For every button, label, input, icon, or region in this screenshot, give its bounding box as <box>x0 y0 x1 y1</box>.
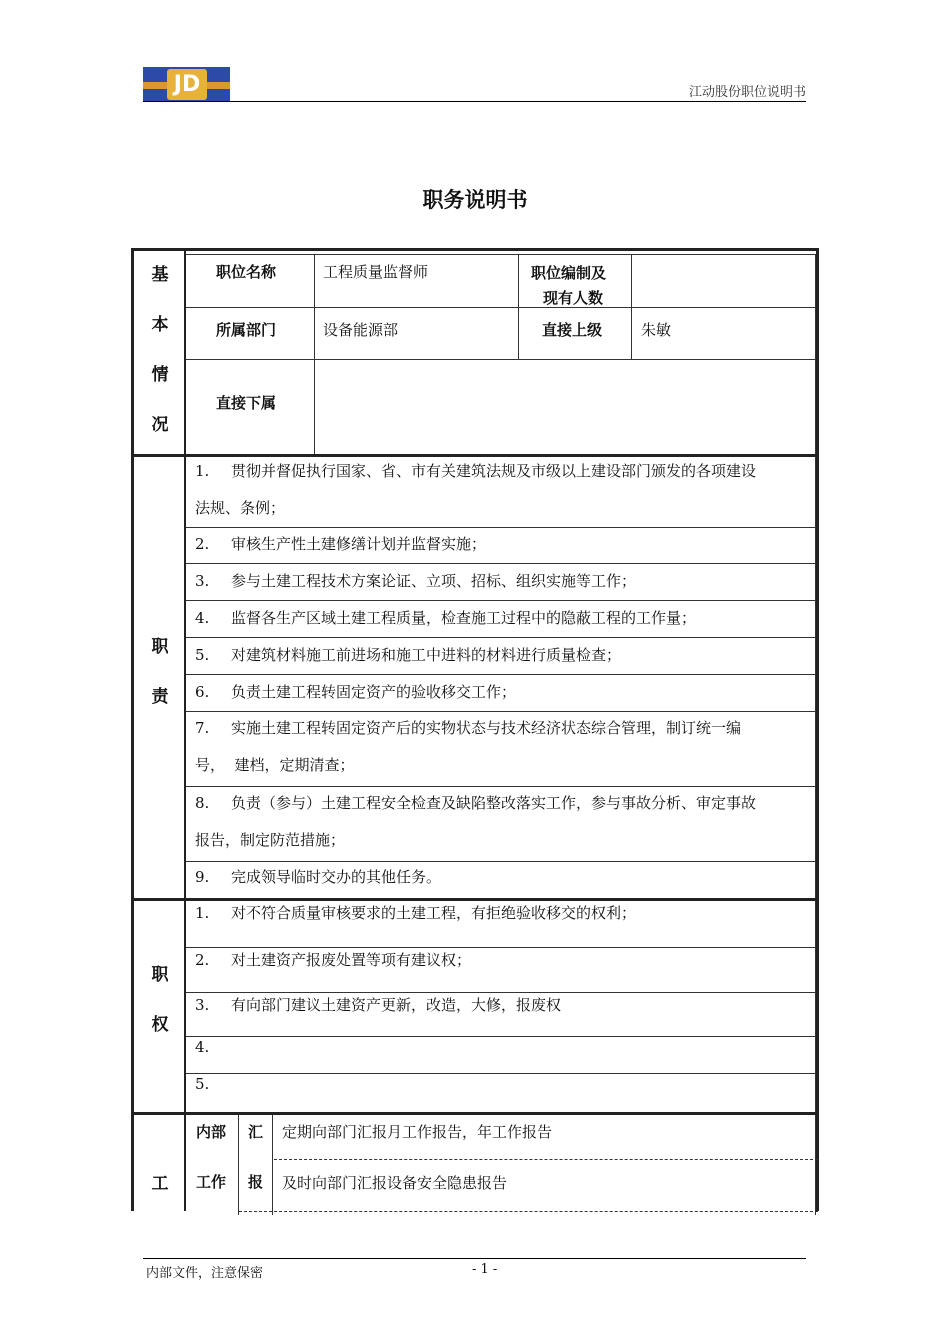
duty-num: 3. <box>195 572 210 590</box>
duty-item <box>195 674 516 711</box>
header-doc-label: 江动股份职位说明书 <box>688 85 806 100</box>
work-internal-label-line2: 工作 <box>196 1173 227 1191</box>
basic-row-divider-1 <box>186 307 816 308</box>
authority-num: 1. <box>195 904 210 922</box>
work-report-char: 汇 <box>248 1123 264 1141</box>
basic-right-border <box>815 254 816 454</box>
duty-item <box>195 710 741 747</box>
footer-rule <box>143 1258 806 1259</box>
duty-num: 9. <box>195 868 210 886</box>
authority-section-char: 权 <box>151 1015 169 1035</box>
duties-right-border <box>815 457 816 900</box>
headcount-label <box>531 261 606 311</box>
duty-text: 审核生产性土建修缮计划并监督实施； <box>231 535 487 553</box>
duties-section-char: 责 <box>151 687 169 707</box>
basic-col-divider-1 <box>314 254 315 454</box>
duty-item-continued <box>195 822 345 859</box>
basic-section-char: 况 <box>151 415 169 435</box>
department-label: 所属部门 <box>216 321 277 339</box>
duty-item <box>195 785 756 822</box>
authority-text: 有向部门建议土建资产更新，改造，大修，报废权 <box>231 996 562 1014</box>
duty-num: 8. <box>195 794 210 812</box>
duty-text: 号， 建档，定期清查； <box>195 756 355 774</box>
duty-num: 5. <box>195 646 210 664</box>
subordinate-label: 直接下属 <box>216 394 277 412</box>
superior-label: 直接上级 <box>542 321 603 339</box>
work-right-border <box>815 1115 816 1215</box>
authority-text: 对土建资产报废处置等项有建议权； <box>231 951 472 969</box>
authority-num: 4. <box>195 1038 210 1056</box>
page-title: 职务说明书 <box>422 188 528 212</box>
duty-num: 2. <box>195 535 210 553</box>
duty-text: 报告，制定防范措施； <box>195 831 346 849</box>
duty-item <box>195 637 621 674</box>
duty-num: 7. <box>195 719 210 737</box>
basic-top-inner <box>186 254 816 255</box>
headcount-label-line1: 职位编制及 <box>531 264 607 282</box>
authority-item <box>195 987 561 1024</box>
duty-item-continued <box>195 747 355 784</box>
duty-text: 参与土建工程技术方案论证、立项、招标、组织实施等工作； <box>231 572 637 590</box>
left-column-divider <box>184 251 186 1211</box>
duty-text: 负责（参与）土建工程安全检查及缺陷整改落实工作，参与事故分析、审定事故 <box>231 794 757 812</box>
authority-num: 2. <box>195 951 210 969</box>
authority-num: 5. <box>195 1075 210 1093</box>
duty-item <box>195 600 696 637</box>
authority-section-char: 职 <box>151 965 169 985</box>
duty-text: 负责土建工程转固定资产的验收移交工作； <box>231 683 517 701</box>
authority-num: 3. <box>195 996 210 1014</box>
work-internal-label-line1: 内部 <box>196 1123 227 1141</box>
duty-num: 4. <box>195 609 210 627</box>
headcount-label-line2: 现有人数 <box>543 289 604 307</box>
work-dashed-divider <box>239 1211 818 1212</box>
superior-value: 朱敏 <box>641 321 672 339</box>
authority-item <box>195 1029 231 1066</box>
work-report-entry: 及时向部门汇报设备安全隐患报告 <box>282 1174 508 1192</box>
authority-right-border <box>815 901 816 1113</box>
duty-num: 1. <box>195 462 210 480</box>
work-col-divider-1 <box>238 1115 239 1215</box>
position-name-value: 工程质量监督师 <box>323 263 429 281</box>
work-report-char: 报 <box>248 1173 264 1191</box>
duty-item <box>195 453 756 490</box>
work-top-border <box>134 1112 816 1115</box>
footer-confidential: 内部文件，注意保密 <box>146 1266 264 1281</box>
duty-text: 法规、条例； <box>195 499 286 517</box>
work-report-entry: 定期向部门汇报月工作报告，年工作报告 <box>282 1123 553 1141</box>
position-name-label: 职位名称 <box>216 263 277 281</box>
work-col-divider-2 <box>272 1115 273 1215</box>
basic-section-char: 基 <box>151 265 169 285</box>
duty-item <box>195 859 441 896</box>
department-value: 设备能源部 <box>323 321 399 339</box>
page-number: - 1 - <box>472 1262 498 1277</box>
duty-item <box>195 563 636 600</box>
duty-text: 对建筑材料施工前进场和施工中进料的材料进行质量检查； <box>231 646 622 664</box>
work-section-char: 工 <box>151 1174 169 1194</box>
duty-text: 监督各生产区域土建工程质量，检查施工过程中的隐蔽工程的工作量； <box>231 609 697 627</box>
authority-item <box>195 895 636 932</box>
work-dashed-divider <box>274 1159 818 1160</box>
logo-mark: JD <box>167 69 207 100</box>
authority-text: 对不符合质量审核要求的土建工程，有拒绝验收移交的权利； <box>231 904 637 922</box>
duty-text: 实施土建工程转固定资产后的实物状态与技术经济状态综合管理，制订统一编 <box>231 719 742 737</box>
duty-text: 完成领导临时交办的其他任务。 <box>231 868 442 886</box>
authority-item <box>195 1066 231 1103</box>
duty-num: 6. <box>195 683 210 701</box>
authority-item <box>195 942 471 979</box>
basic-section-char: 情 <box>151 365 169 385</box>
authority-divider <box>186 1036 816 1037</box>
duty-item <box>195 526 486 563</box>
basic-section-char: 本 <box>151 315 169 335</box>
duty-text: 贯彻并督促执行国家、省、市有关建筑法规及市级以上建设部门颁发的各项建设 <box>231 462 757 480</box>
authority-divider <box>186 1073 816 1074</box>
duty-item-continued <box>195 490 285 527</box>
header-rule <box>143 101 806 102</box>
company-logo <box>143 67 230 102</box>
job-description-table <box>131 248 819 1211</box>
basic-row-divider-2 <box>186 359 816 360</box>
duties-section-char: 职 <box>151 637 169 657</box>
